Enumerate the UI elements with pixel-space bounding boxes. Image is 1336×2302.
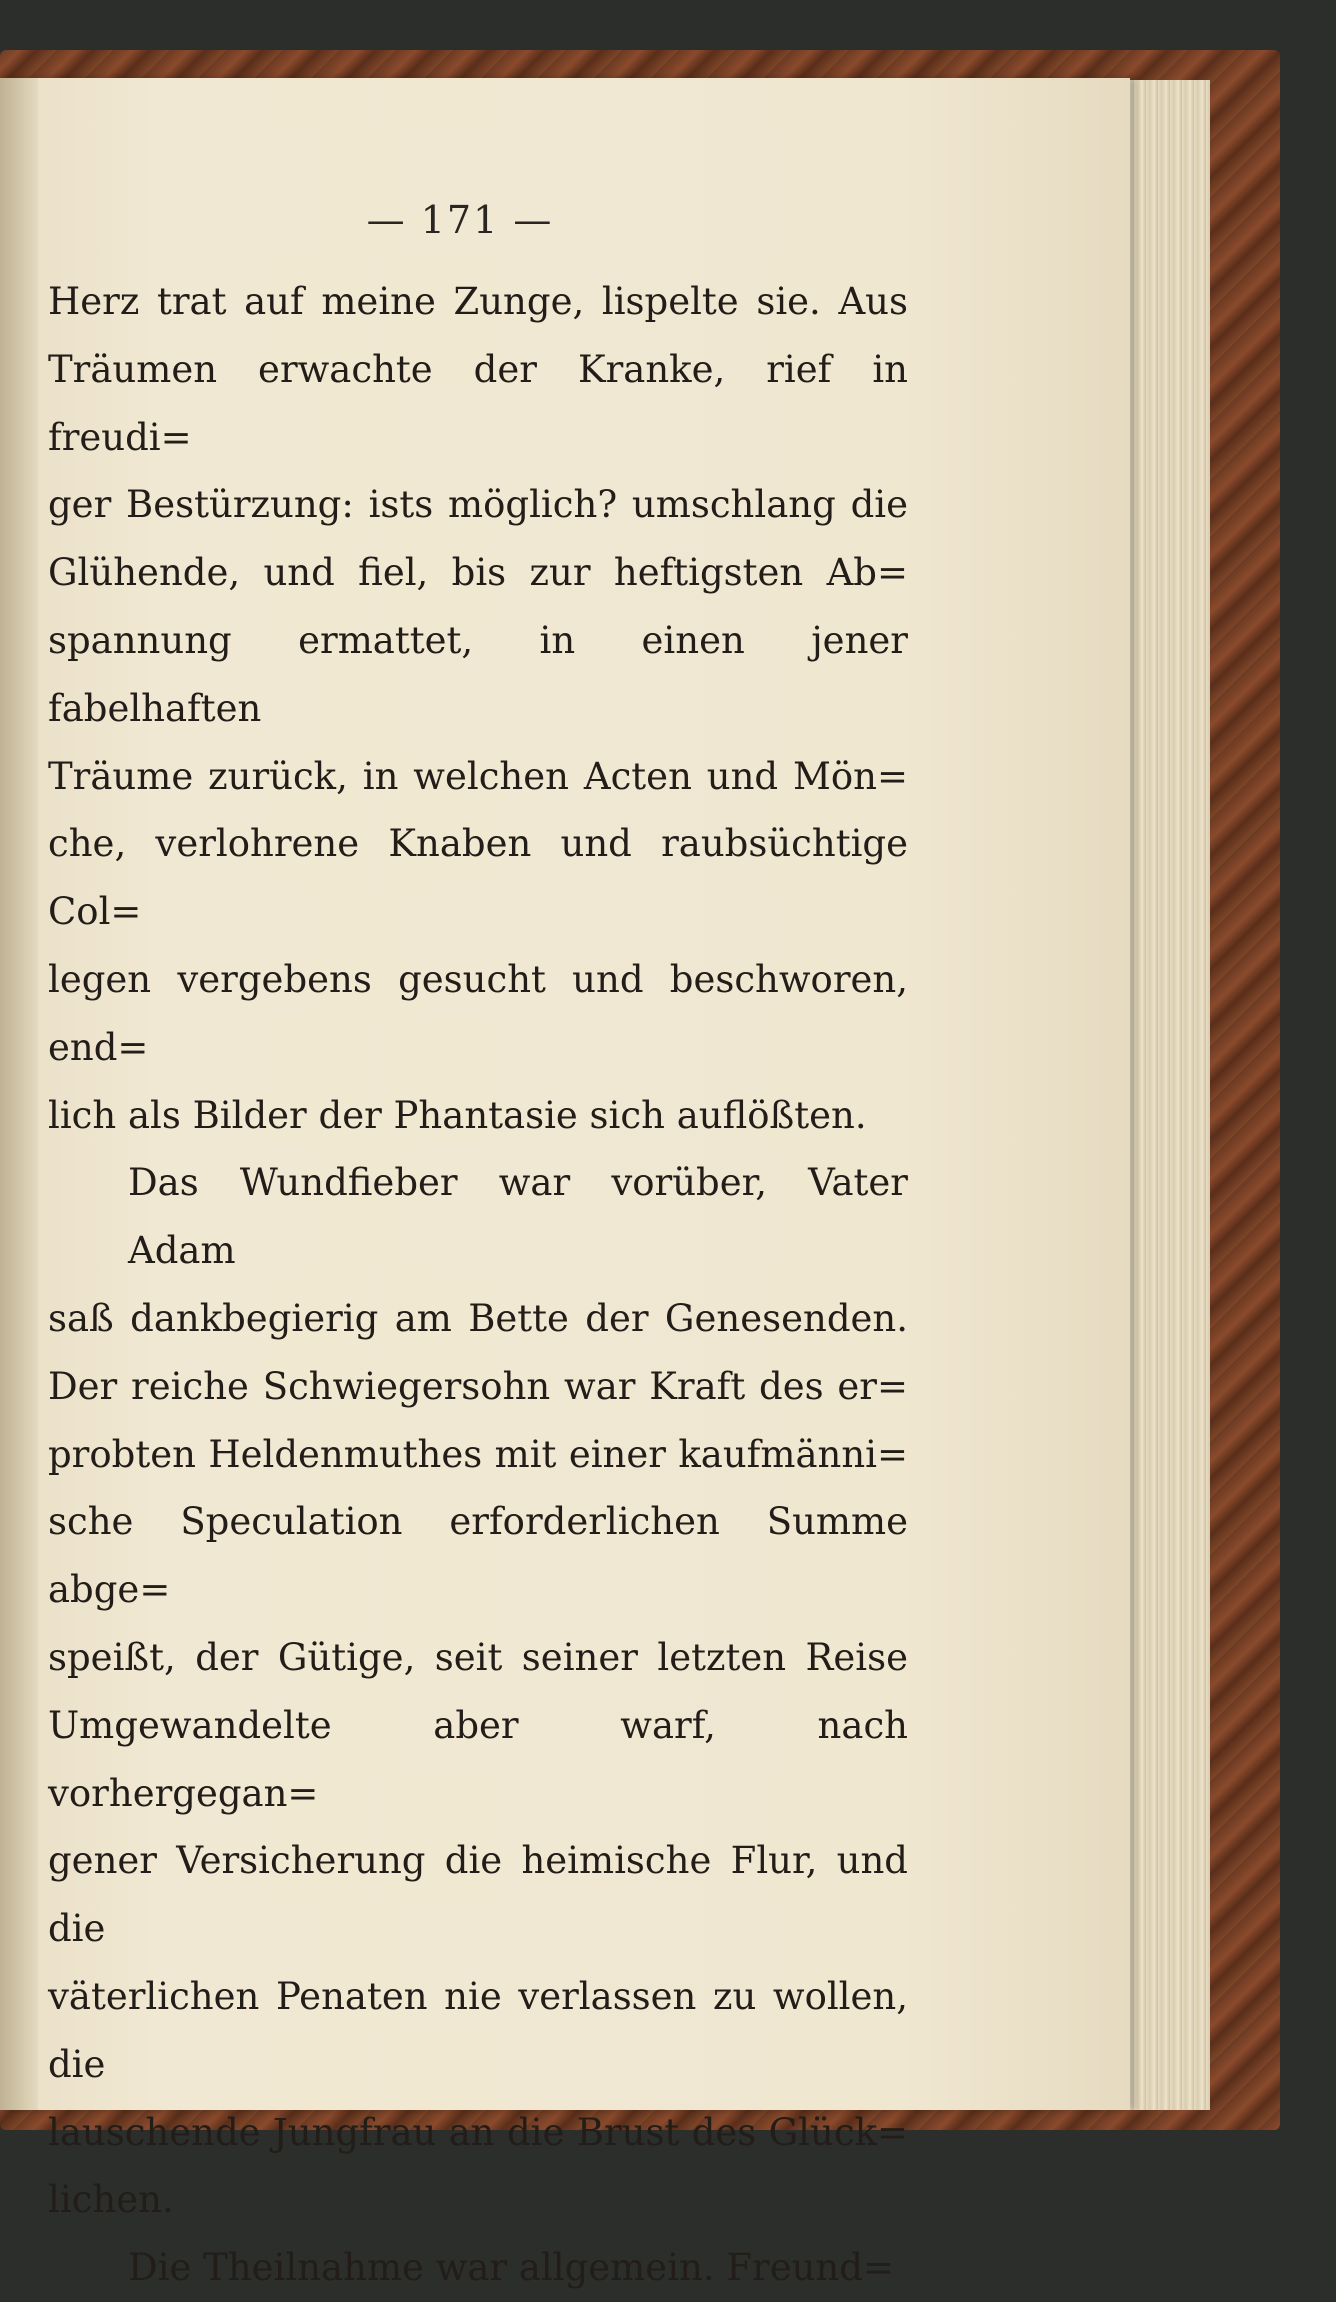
text-line: saß dankbegierig am Bette der Genesenden. [48,1296,908,1340]
text-line: Das Wundfieber war vorüber, Vater Adam [128,1161,908,1273]
text-line: spannung ermattet, in einen jener fabelhaften [48,618,908,730]
text-line: Die Theilnahme war allgemein. Freund= [128,2246,894,2290]
paragraph [48,268,908,1149]
text-line: Herz trat auf meine Zunge, lispelte sie. Aus [48,280,908,323]
text-line: Umgewandelte aber warf, nach vorhergegan= [48,1703,908,1815]
page-gutter [0,78,38,2110]
text-line: che, verlohrene Knaben und raubsüchtige Col= [48,822,908,934]
text-line: väterlichen Penaten nie verlassen zu wollen, die [48,1974,908,2086]
text-line: probten Heldenmuthes mit einer kaufmänni= [48,1432,908,1476]
text-line: Träumen erwachte der Kranke, rief in freudi= [48,347,908,459]
page-text [48,268,908,2302]
paragraph [48,1149,908,2234]
text-line: gener Versicherung die heimische Flur, und die [48,1839,908,1951]
page-number: — 171 — [366,198,554,242]
paragraph [48,2234,908,2302]
text-line: speißt, der Gütige, seit seiner letzten Reise [48,1635,908,1679]
text-line: Der reiche Schwiegersohn war Kraft des er= [48,1364,908,1408]
text-line: sche Speculation erforderlichen Summe abge= [48,1500,908,1612]
text-line: Glühende, und fiel, bis zur heftigsten Ab= [48,551,908,595]
text-line: lichen. [48,2178,174,2222]
text-line: ger Bestürzung: ists möglich? umschlang die [48,483,908,527]
text-line: legen vergebens gesucht und beschworen, end= [48,957,908,1069]
text-line: lauschende Jungfrau an die Brust des Glück= [48,2110,908,2154]
text-line: Träume zurück, in welchen Acten und Mön= [48,754,908,798]
text-line: lich als Bilder der Phantasie sich auflößten. [48,1093,867,1137]
